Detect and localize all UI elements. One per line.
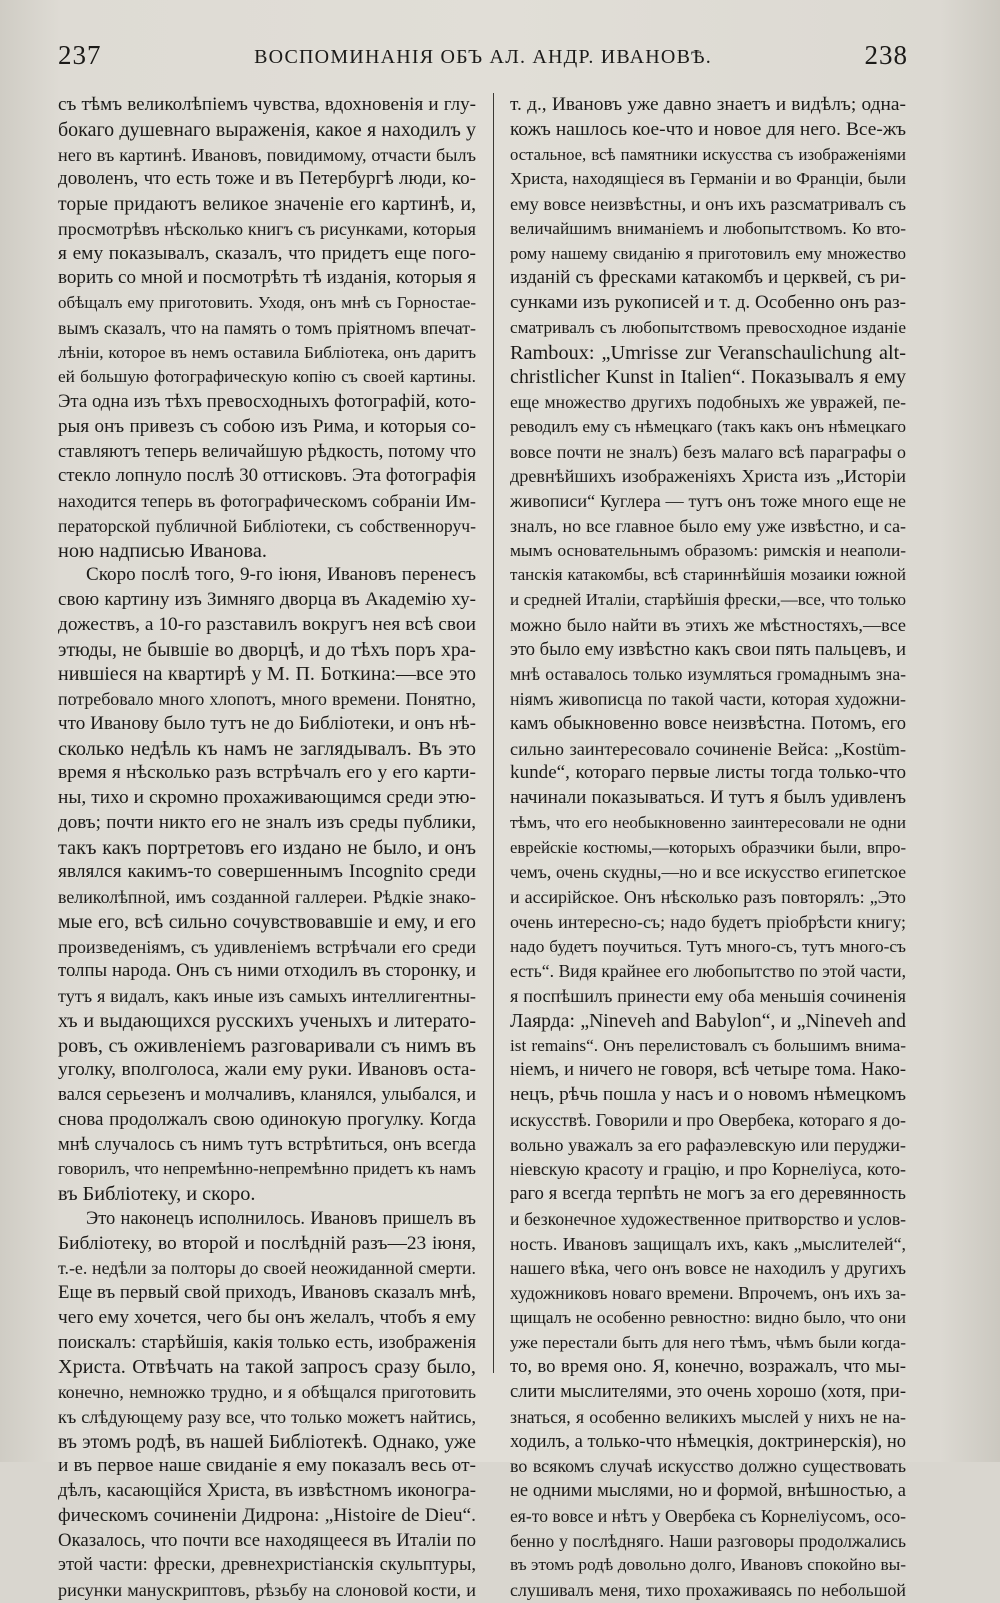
text-line: ператорской публичной Библіотеки, съ собственноруч- <box>58 515 476 536</box>
text-line: раго я всегда терпѣть не могъ за его деревянность <box>510 1184 906 1204</box>
right-text-column <box>510 93 906 1603</box>
text-line: стекло лопнуло послѣ 30 оттисковъ. Эта фотографія <box>58 465 476 487</box>
text-line: въ Библіотеку, и скоро. <box>58 1183 256 1205</box>
text-line: поискалъ: старѣйшія, какія только есть, изображенія <box>58 1332 476 1353</box>
text-line: т.-е. недѣли за полторы до своей неожиданной смерти. <box>58 1258 476 1279</box>
left-text-column <box>58 93 476 1603</box>
text-line: и безконечное художественное притворство и услов- <box>510 1208 906 1229</box>
text-line: kunde“, котораго первые листы тогда только-что <box>510 762 906 784</box>
text-line: Скоро послѣ того, 9-го іюня, Ивановъ перенесъ <box>86 564 476 586</box>
running-title: ВОСПОМИНАНІЯ ОБЪ АЛ. АНДР. ИВАНОВѢ. <box>254 46 712 68</box>
text-line: Оказалось, что почти все находящееся въ Италіи по <box>58 1529 476 1551</box>
text-line: ей большую фотографическую копію съ своей картины. <box>58 367 476 387</box>
column-divider <box>493 93 494 1373</box>
text-line: я ему показывалъ, сказалъ, что придетъ еще пого- <box>58 242 476 264</box>
text-line: рисунки манускриптовъ, рѣзьбу на слоновой кости, и <box>58 1580 476 1600</box>
text-line: ровъ, съ оживленіемъ разговаривали съ нимъ въ <box>58 1034 476 1057</box>
page-header <box>58 40 908 80</box>
page-number-left: 237 <box>58 40 102 70</box>
text-line: доволенъ, что есть тоже и въ Петербургѣ люди, ко- <box>58 168 476 190</box>
text-line: тѣмъ, что его необыкновенно заинтересовали не одни <box>510 812 906 832</box>
text-line: ніямъ живописца по такой части, которая художни- <box>510 689 906 709</box>
page-number-right: 238 <box>864 40 908 70</box>
text-line: бокаго душевнаго выраженія, какое я находилъ у <box>58 118 476 141</box>
text-line: сунками изъ рукописей и т. д. Особенно онъ раз- <box>510 292 906 313</box>
text-line: уголку, вполголоса, жали ему руки. Ивановъ оста- <box>58 1059 476 1081</box>
text-line: къ слѣдующему разу все, что только можетъ найтись, <box>58 1406 476 1427</box>
text-line: сколько недѣль къ намъ не заглядывалъ. Въ это <box>58 737 476 760</box>
text-line: Ramboux: „Umrisse zur Veranschaulichung alt- <box>510 341 906 364</box>
text-line: вымъ сказалъ, что на память о томъ пріятномъ впечат- <box>58 317 476 338</box>
text-line: произведеніямъ, съ удивленіемъ встрѣчали его среди <box>58 936 476 957</box>
text-line: ходилъ, а только-что нѣмецкія, доктринерскія), но <box>510 1431 906 1452</box>
text-line: камъ обыкновенно вовсе неизвѣстна. Потомъ, его <box>510 713 906 734</box>
text-line: довъ; почти никто его не зналъ изъ среды публики, <box>58 811 476 833</box>
text-line: просмотрѣвъ нѣсколько книгъ съ рисунками, которыя <box>58 218 476 239</box>
text-line: вольно уважалъ за его рафаэлевскую или перуджи- <box>510 1134 906 1155</box>
text-line: слити мыслителями, это очень хорошо (хотя, при- <box>510 1382 906 1402</box>
text-line: этой части: фрески, древнехристіанскія скульптуры, <box>58 1555 476 1576</box>
text-line: остальное, всѣ памятники искусства съ изображеніями <box>510 144 906 164</box>
text-line: этюды, не бывшіе во дворцѣ, и до тѣхъ поръ хра- <box>58 638 476 661</box>
text-line: ность. Ивановъ защищалъ ихъ, какъ „мыслителей“, <box>510 1233 906 1254</box>
text-line: и средней Италіи, старѣйшія фрески,—все, что только <box>510 590 906 609</box>
text-line: мнѣ оставалось только изумляться громаднымъ зна- <box>510 664 906 685</box>
text-line: лѣніи, которое въ немъ оставила Библіотека, онъ даритъ <box>58 342 476 362</box>
text-line: художниковъ новаго времени. Впрочемъ, онъ ихъ за- <box>510 1283 906 1303</box>
text-line: ны, тихо и скромно прохаживающимся среди этю- <box>58 787 476 808</box>
text-line: ною надписью Иванова. <box>58 539 267 562</box>
text-line: вовсе почти не зналъ) безъ малаго всѣ параграфы о <box>510 441 906 462</box>
text-line: древнѣйшихъ изображеніяхъ Христа изъ „Исторіи <box>510 466 906 487</box>
text-line: т. д., Ивановъ уже давно знаетъ и видѣлъ; одна- <box>510 94 906 115</box>
text-line: это было ему извѣстно какъ свои пять пальцевъ, и <box>510 639 906 660</box>
text-line: нецъ, рѣчь пошла у насъ и о новомъ нѣмецкомъ <box>510 1084 906 1105</box>
text-line: мымъ основательнымъ образомъ: римскія и неаполи- <box>510 540 906 560</box>
text-line: реводилъ ему съ нѣмецкаго (такъ какъ онъ нѣмецкаго <box>510 416 906 436</box>
text-line: еще множество другихъ подобныхъ же увражей, пе- <box>510 392 906 412</box>
text-line: обѣщалъ ему приготовить. Уходя, онъ мнѣ съ Горностае- <box>58 293 476 312</box>
text-line: бенно у послѣдняго. Наши разговоры продолжались <box>510 1530 906 1551</box>
text-line: чемъ, очень скудны,—но и все искусство египетское <box>510 862 906 883</box>
text-line: ist remains“. Онъ перелистовалъ съ большимъ внима- <box>510 1035 906 1055</box>
text-line: дѣлъ, касающійся Христа, въ извѣстномъ иконогра- <box>58 1480 476 1501</box>
text-line: Христа. Отвѣчать на такой запросъ сразу было, <box>58 1356 476 1379</box>
text-line: ніевскую красоту и грацію, и про Корнеліуса, кото- <box>510 1159 906 1180</box>
text-line: уже перестали быть для него тѣмъ, чѣмъ были когда- <box>510 1332 906 1352</box>
text-line: хъ и выдающихся русскихъ ученыхъ и литерато- <box>58 1009 476 1032</box>
text-line: торые придаютъ великое значеніе его картинѣ, и, <box>58 193 476 215</box>
text-line: Лаярда: „Nineveh and Babylon“, и „Nineveh and <box>510 1009 906 1032</box>
text-line: очень интересно-съ; надо будетъ пріобрѣсти книгу; <box>510 911 906 932</box>
text-line: мые его, всѣ сильно сочувствовавшіе и ему, и его <box>58 910 476 933</box>
text-line: не одними мыслями, но и формой, внѣшностью, а <box>510 1481 906 1501</box>
text-line: есть“. Видя крайнее его любопытство по этой части, <box>510 961 906 982</box>
text-line: можно было найти въ этихъ же мѣстностяхъ,—все <box>510 614 906 635</box>
text-line: Эта одна изъ тѣхъ превосходныхъ фотографій, кото- <box>58 391 476 412</box>
text-line: надо будетъ поучиться. Тутъ много-съ, тутъ много-съ <box>510 936 906 956</box>
text-line: нившіеся на квартирѣ у М. П. Боткина:—все это <box>58 663 476 686</box>
text-line: свою картину изъ Зимняго дворца въ Академію ху- <box>58 589 476 610</box>
text-line: слушивалъ меня, тихо прохаживаясь по небольшой <box>510 1580 906 1600</box>
text-line: толпы народа. Онъ съ ними отходилъ въ сторонку, и <box>58 960 476 982</box>
text-line: живописи“ Куглера — тутъ онъ тоже много еще не <box>510 491 906 511</box>
text-line: мнѣ случалось съ нимъ тутъ встрѣтиться, онъ всегда <box>58 1134 476 1155</box>
text-line: зналъ, но все главное было ему уже извѣстно, и са- <box>510 515 906 536</box>
text-line: ворить со мной и посмотрѣть тѣ изданія, которыя я <box>58 267 476 289</box>
text-line: Это наконецъ исполнилось. Ивановъ пришелъ въ <box>86 1208 476 1229</box>
text-line: рому нашему свиданію я приготовилъ ему множество <box>510 243 906 263</box>
text-line: время я нѣсколько разъ встрѣчалъ его у его карти- <box>58 762 476 784</box>
text-line: въ этомъ родѣ довольно долго, Ивановъ спокойно вы- <box>510 1555 906 1575</box>
text-line: Еще въ первый свой приходъ, Ивановъ сказалъ мнѣ, <box>58 1282 476 1303</box>
text-line: начинали показываться. И тутъ я былъ удивленъ <box>510 787 906 808</box>
text-line: находится теперь въ фотографическомъ собраніи Им- <box>58 491 476 511</box>
text-line: еврейскіе костюмы,—которыхъ образчики были, впро- <box>510 837 906 857</box>
text-line: что Иванову было тутъ не до Библіотеки, и онъ нѣ- <box>58 712 476 734</box>
text-line: въ этомъ родѣ, въ нашей Библіотекѣ. Однако, уже <box>58 1430 476 1453</box>
text-line: изданій съ фресками катакомбъ и церквей, съ ри- <box>510 267 906 289</box>
text-line: ея-то вовсе и нѣтъ у Овербека съ Корнеліусомъ, осо- <box>510 1505 906 1526</box>
text-line: говорилъ, что непремѣнно-непремѣнно придетъ къ намъ <box>58 1159 476 1179</box>
text-line: ніемъ, и ничего не говоря, всѣ четыре тома. Нако- <box>510 1060 906 1081</box>
text-line: вался серьезенъ и молчаливъ, кланялся, улыбался, и <box>58 1084 476 1105</box>
text-line: великолѣпной, имъ созданной галлереи. Рѣдкіе знако- <box>58 887 476 907</box>
text-line: такъ какъ портретовъ его издано не было, и онъ <box>58 836 476 859</box>
text-line: потребовало много хлопотъ, много времени. Понятно, <box>58 689 476 709</box>
text-line: съ тѣмъ великолѣпіемъ чувства, вдохновенія и глу- <box>58 94 476 115</box>
text-line: искусствѣ. Говорили и про Овербека, котораго я до- <box>510 1109 906 1130</box>
text-line: Библіотеку, во второй и послѣдній разъ—23 іюня, <box>58 1232 476 1254</box>
text-line: снова продолжалъ свою одинокую прогулку. Когда <box>58 1108 476 1130</box>
text-line: являлся какимъ-то совершеннымъ Incognito среди <box>58 861 476 883</box>
text-line: знаться, я особенно великихъ мыслей у нихъ не на- <box>510 1406 906 1427</box>
text-line: и ассирійское. Онъ нѣсколько разъ повторялъ: „Это <box>510 887 906 907</box>
text-line: кожъ нашлось кое-что и новое для него. Все-жъ <box>510 118 906 140</box>
text-line: то, во время оно. Я, конечно, возражалъ, что мы- <box>510 1356 906 1378</box>
text-line: сматривалъ съ любопытствомъ превосходное изданіе <box>510 317 906 337</box>
text-line: щищалъ не особенно ревностно: видно было, что они <box>510 1307 906 1327</box>
text-line: я поспѣшилъ принести ему оба меньшія сочиненія <box>510 986 906 1006</box>
text-line: во всякомъ случаѣ искусство должно существовать <box>510 1456 906 1477</box>
text-line: величайшимъ вниманіемъ и любопытствомъ. Ко вто- <box>510 218 906 238</box>
text-line: танскія катакомбы, всѣ стариннѣйшія мозаики южной <box>510 565 906 585</box>
text-line: Христа, находящіеся въ Германіи и во Франціи, были <box>510 169 906 189</box>
text-line: нашего вѣка, чего онъ вовсе не находилъ у другихъ <box>510 1258 906 1279</box>
text-line: и въ первое наше свиданіе я ему показалъ весь от- <box>58 1455 476 1477</box>
text-line: сильно заинтересовало сочиненіе Вейса: „Kostüm- <box>510 738 906 759</box>
text-line: дожествъ, а 10-го разставилъ вокругъ нея всѣ свои <box>58 613 476 635</box>
text-line: рыя онъ привезъ съ собою изъ Рима, и которыя со- <box>58 415 476 437</box>
text-line: конечно, немножко трудно, и я обѣщался приготовить <box>58 1382 476 1402</box>
text-line: ему вовсе неизвѣстны, и онъ ихъ разсматривалъ съ <box>510 194 906 214</box>
text-line: тутъ я видалъ, какъ иные изъ самыхъ интеллигентны- <box>58 986 476 1006</box>
text-line: фическомъ сочиненіи Дидрона: „Histoire de Dieu“. <box>58 1504 476 1526</box>
text-line: чего ему хочется, чего бы онъ желалъ, чтобъ я ему <box>58 1306 476 1328</box>
text-line: christlicher Kunst in Italien“. Показывалъ я ему <box>510 366 906 389</box>
text-line: ставляютъ теперь величайшую рѣдкость, потому что <box>58 441 476 462</box>
text-line: него въ картинѣ. Ивановъ, повидимому, отчасти былъ <box>58 144 476 165</box>
